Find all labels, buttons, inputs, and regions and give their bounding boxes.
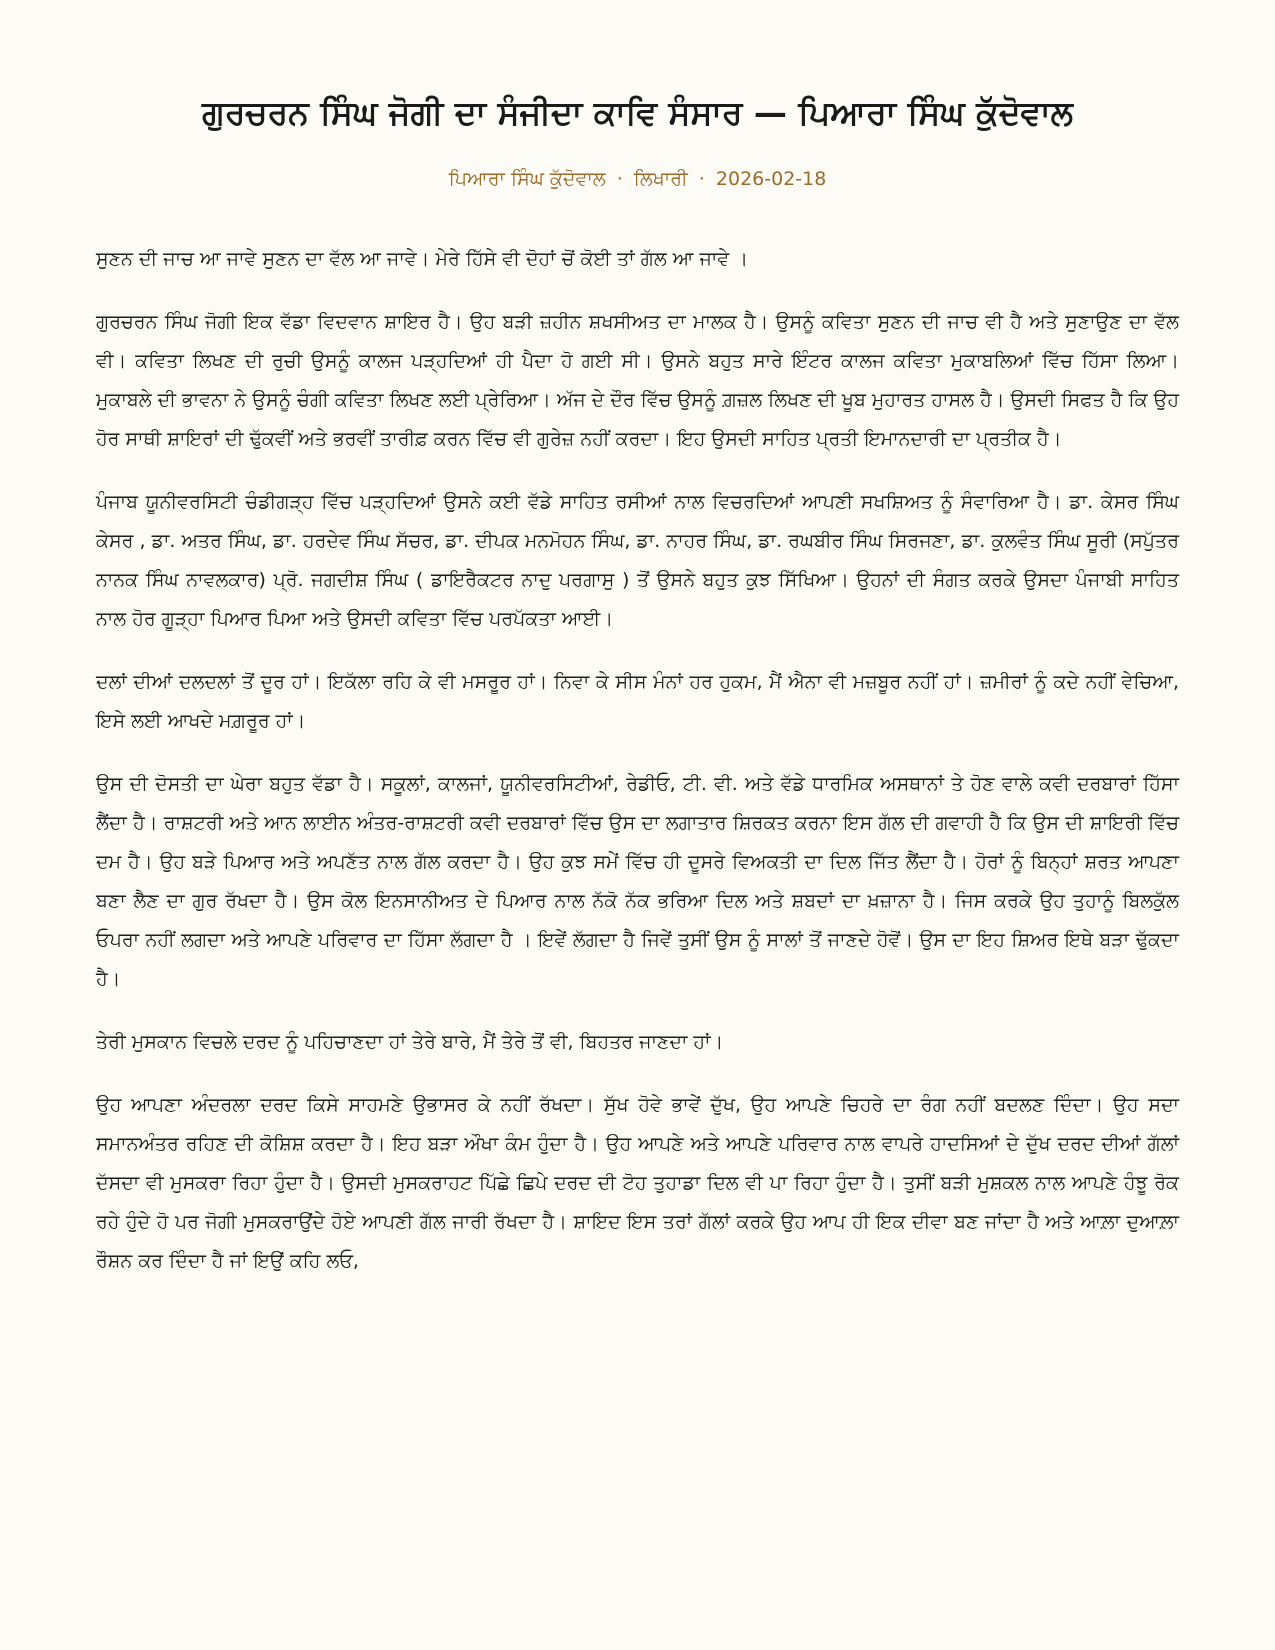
- author-role: ਲਿਖਾਰੀ: [633, 168, 688, 190]
- byline-separator: ·: [616, 168, 623, 190]
- paragraph: ਉਹ ਆਪਣਾ ਅੰਦਰਲਾ ਦਰਦ ਕਿਸੇ ਸਾਹਮਣੇ ਉਭਾਸਰ ਕੇ ਨਹੀਂ ਰੱਖਦਾ। ਸੁੱਖ ਹੋਵੇ ਭਾਵੇਂ ਦੁੱਖ, ਉਹ ਆਪਣੇ ਚਿਹਰੇ ਦਾ ਰੰਗ ਨਹੀਂ ਬਦਲਣ ਦਿੰਦਾ। ਉਹ ਸਦਾ ਸਮਾਨਅੰਤਰ ਰਹਿਣ ਦੀ ਕੋਸ਼ਿਸ਼ ਕਰਦਾ ਹੈ। ਇਹ ਬੜਾ ਔਖਾ ਕੰਮ ਹੁੰਦਾ ਹੈ। ਉਹ ਆਪਣੇ ਅਤੇ ਆਪਣੇ ਪਰਿਵਾਰ ਨਾਲ ਵਾਪਰੇ ਹਾਦਸਿਆਂ ਦੇ ਦੁੱਖ ਦਰਦ ਦੀਆਂ ਗੱਲਾਂ ਦੱਸਦਾ ਵੀ ਮੁਸਕਰਾ ਰਿਹਾ ਹੁੰਦਾ ਹੈ। ਉਸਦੀ ਮੁਸਕਰਾਹਟ ਪਿੱਛੇ ਛਿਪੇ ਦਰਦ ਦੀ ਟੋਹ ਤੁਹਾਡਾ ਦਿਲ ਵੀ ਪਾ ਰਿਹਾ ਹੁੰਦਾ ਹੈ। ਤੁਸੀਂ ਬੜੀ ਮੁਸ਼ਕਲ ਨਾਲ ਆਪਣੇ ਹੰਝੂ ਰੋਕ ਰਹੇ ਹੁੰਦੇ ਹੋ ਪਰ ਜੋਗੀ ਮੁਸਕਰਾਉਂਦੇ ਹੋਏ ਆਪਣੀ ਗੱਲ ਜਾਰੀ ਰੱਖਦਾ ਹੈ। ਸ਼ਾਇਦ ਇਸ ਤਰਾਂ ਗੱਲਾਂ ਕਰਕੇ ਉਹ ਆਪ ਹੀ ਇਕ ਦੀਵਾ ਬਣ ਜਾਂਦਾ ਹੈ ਅਤੇ ਆਲ਼ਾ ਦੁਆਲ਼ਾ ਰੌਸ਼ਨ ਕਰ ਦਿੰਦਾ ਹੈ ਜਾਂ ਇਉਂ ਕਹਿ ਲਓ,: [96, 1094, 1179, 1272]
- article-byline: [96, 166, 1179, 192]
- paragraph: ਉਸ ਦੀ ਦੋਸਤੀ ਦਾ ਘੇਰਾ ਬਹੁਤ ਵੱਡਾ ਹੈ। ਸਕੂਲਾਂ, ਕਾਲਜਾਂ, ਯੂਨੀਵਰਸਿਟੀਆਂ, ਰੇਡੀਓ, ਟੀ. ਵੀ. ਅਤੇ ਵੱਡੇ ਧਾਰਮਿਕ ਅਸਥਾਨਾਂ ਤੇ ਹੋਣ ਵਾਲੇ ਕਵੀ ਦਰਬਾਰਾਂ ਹਿੱਸਾ ਲੈਂਦਾ ਹੈ। ਰਾਸ਼ਟਰੀ ਅਤੇ ਆਨ ਲਾਈਨ ਅੰਤਰ-ਰਾਸ਼ਟਰੀ ਕਵੀ ਦਰਬਾਰਾਂ ਵਿੱਚ ਉਸ ਦਾ ਲਗਾਤਾਰ ਸ਼ਿਰਕਤ ਕਰਨਾ ਇਸ ਗੱਲ ਦੀ ਗਵਾਹੀ ਹੈ ਕਿ ਉਸ ਦੀ ਸ਼ਾਇਰੀ ਵਿੱਚ ਦਮ ਹੈ। ਉਹ ਬੜੇ ਪਿਆਰ ਅਤੇ ਅਪਣੱਤ ਨਾਲ ਗੱਲ ਕਰਦਾ ਹੈ। ਉਹ ਕੁਝ ਸਮੇਂ ਵਿੱਚ ਹੀ ਦੂਸਰੇ ਵਿਅਕਤੀ ਦਾ ਦਿਲ ਜਿੱਤ ਲੈਂਦਾ ਹੈ। ਹੋਰਾਂ ਨੂੰ ਬਿਨ੍ਹਾਂ ਸ਼ਰਤ ਆਪਣਾ ਬਣਾ ਲੈਣ ਦਾ ਗੁਰ ਰੱਖਦਾ ਹੈ। ਉਸ ਕੋਲ ਇਨਸਾਨੀਅਤ ਦੇ ਪਿਆਰ ਨਾਲ ਨੱਕੋ ਨੱਕ ਭਰਿਆ ਦਿਲ ਅਤੇ ਸ਼ਬਦਾਂ ਦਾ ਖ਼ਜ਼ਾਨਾ ਹੈ। ਜਿਸ ਕਰਕੇ ਉਹ ਤੁਹਾਨੂੰ ਬਿਲਕੁੱਲ ਓਪਰਾ ਨਹੀਂ ਲਗਦਾ ਅਤੇ ਆਪਣੇ ਪਰਿਵਾਰ ਦਾ ਹਿੱਸਾ ਲੱਗਦਾ ਹੈ । ਇਵੇਂ ਲੱਗਦਾ ਹੈ ਜਿਵੇਂ ਤੁਸੀਂ ਉਸ ਨੂੰ ਸਾਲਾਂ ਤੋਂ ਜਾਣਦੇ ਹੋਵੋਂ। ਉਸ ਦਾ ਇਹ ਸ਼ਿਅਰ ਇਥੇ ਬੜਾ ਢੁੱਕਦਾ ਹੈ।: [96, 773, 1179, 990]
- paragraph: ਗੁਰਚਰਨ ਸਿੰਘ ਜੋਗੀ ਇਕ ਵੱਡਾ ਵਿਦਵਾਨ ਸ਼ਾਇਰ ਹੈ। ਉਹ ਬੜੀ ਜ਼ਹੀਨ ਸ਼ਖਸੀਅਤ ਦਾ ਮਾਲਕ ਹੈ। ਉਸਨੂੰ ਕਵਿਤਾ ਸੁਣਨ ਦੀ ਜਾਚ ਵੀ ਹੈ ਅਤੇ ਸੁਣਾਉਣ ਦਾ ਵੱਲ ਵੀ। ਕਵਿਤਾ ਲਿਖਣ ਦੀ ਰੁਚੀ ਉਸਨੂੰ ਕਾਲਜ ਪੜ੍ਹਦਿਆਂ ਹੀ ਪੈਦਾ ਹੋ ਗਈ ਸੀ। ਉਸਨੇ ਬਹੁਤ ਸਾਰੇ ਇੰਟਰ ਕਾਲਜ ਕਵਿਤਾ ਮੁਕਾਬਲਿਆਂ ਵਿੱਚ ਹਿੱਸਾ ਲਿਆ। ਮੁਕਾਬਲੇ ਦੀ ਭਾਵਨਾ ਨੇ ਉਸਨੂੰ ਚੰਗੀ ਕਵਿਤਾ ਲਿਖਣ ਲਈ ਪ੍ਰੇਰਿਆ। ਅੱਜ ਦੇ ਦੌਰ ਵਿੱਚ ਉਸਨੂੰ ਗ਼ਜ਼ਲ ਲਿਖਣ ਦੀ ਖੂਬ ਮੁਹਾਰਤ ਹਾਸਲ ਹੈ। ਉਸਦੀ ਸਿਫਤ ਹੈ ਕਿ ਉਹ ਹੋਰ ਸਾਥੀ ਸ਼ਾਇਰਾਂ ਦੀ ਢੁੱਕਵੀਂ ਅਤੇ ਭਰਵੀਂ ਤਾਰੀਫ਼ ਕਰਨ ਵਿੱਚ ਵੀ ਗੁਰੇਜ਼ ਨਹੀਂ ਕਰਦਾ। ਇਹ ਉਸਦੀ ਸਾਹਿਤ ਪ੍ਰਤੀ ਇਮਾਨਦਾਰੀ ਦਾ ਪ੍ਰਤੀਕ ਹੈ।: [96, 311, 1179, 450]
- paragraph-verse: ਦਲਾਂ ਦੀਆਂ ਦਲਦਲਾਂ ਤੋਂ ਦੂਰ ਹਾਂ। ਇਕੱਲਾ ਰਹਿ ਕੇ ਵੀ ਮਸਰੂਰ ਹਾਂ। ਨਿਵਾ ਕੇ ਸੀਸ ਮੰਨਾਂ ਹਰ ਹੁਕਮ, ਮੈਂ ਐਨਾ ਵੀ ਮਜ਼ਬੂਰ ਨਹੀਂ ਹਾਂ। ਜ਼ਮੀਰਾਂ ਨੂੰ ਕਦੇ ਨਹੀਂ ਵੇਚਿਆ, ਇਸੇ ਲਈ ਆਖਦੇ ਮਗ਼ਰੂਰ ਹਾਂ।: [96, 671, 1179, 732]
- author-name[interactable]: ਪਿਆਰਾ ਸਿੰਘ ਕੁੱਦੋਵਾਲ: [448, 168, 606, 190]
- paragraph-verse: ਤੇਰੀ ਮੁਸਕਾਨ ਵਿਚਲੇ ਦਰਦ ਨੂੰ ਪਹਿਚਾਣਦਾ ਹਾਂ ਤੇਰੇ ਬਾਰੇ, ਮੈਂ ਤੇਰੇ ਤੋਂ ਵੀ, ਬਿਹਤਰ ਜਾਣਦਾ ਹਾਂ।: [96, 1031, 724, 1053]
- byline-separator: ·: [698, 168, 705, 190]
- paragraph: ਪੰਜਾਬ ਯੂਨੀਵਰਸਿਟੀ ਚੰਡੀਗੜ੍ਹ ਵਿੱਚ ਪੜ੍ਹਦਿਆਂ ਉਸਨੇ ਕਈ ਵੱਡੇ ਸਾਹਿਤ ਰਸੀਆਂ ਨਾਲ ਵਿਚਰਦਿਆਂ ਆਪਣੀ ਸਖਸ਼ਿਅਤ ਨੂੰ ਸੰਵਾਰਿਆ ਹੈ। ਡਾ. ਕੇਸਰ ਸਿੰਘ ਕੇਸਰ , ਡਾ. ਅਤਰ ਸਿੰਘ, ਡਾ. ਹਰਦੇਵ ਸਿੰਘ ਸੱਚਰ, ਡਾ. ਦੀਪਕ ਮਨਮੋਹਨ ਸਿੰਘ, ਡਾ. ਨਾਹਰ ਸਿੰਘ, ਡਾ. ਰਘਬੀਰ ਸਿੰਘ ਸਿਰਜਣਾ, ਡਾ. ਕੁਲਵੰਤ ਸਿੰਘ ਸੂਰੀ (ਸਪੁੱਤਰ ਨਾਨਕ ਸਿੰਘ ਨਾਵਲਕਾਰ) ਪ੍ਰੋ. ਜਗਦੀਸ਼ ਸਿੰਘ ( ਡਾਇਰੈਕਟਰ ਨਾਦੁ ਪਰਗਾਸੁ ) ਤੋਂ ਉਸਨੇ ਬਹੁਤ ਕੁਝ ਸਿੱਖਿਆ। ਉਹਨਾਂ ਦੀ ਸੰਗਤ ਕਰਕੇ ਉਸਦਾ ਪੰਜਾਬੀ ਸਾਹਿਤ ਨਾਲ ਹੋਰ ਗੂੜ੍ਹਾ ਪਿਆਰ ਪਿਆ ਅਤੇ ਉਸਦੀ ਕਵਿਤਾ ਵਿੱਚ ਪਰਪੱਕਤਾ ਆਈ।: [96, 491, 1179, 630]
- paragraph-couplet-intro: ਸੁਣਨ ਦੀ ਜਾਚ ਆ ਜਾਵੇ ਸੁਣਨ ਦਾ ਵੱਲ ਆ ਜਾਵੇ। ਮੇਰੇ ਹਿੱਸੇ ਵੀ ਦੋਹਾਂ ਚੋਂ ਕੋਈ ਤਾਂ ਗੱਲ ਆ ਜਾਵੇ ।: [96, 248, 749, 270]
- article-title: ਗੁਰਚਰਨ ਸਿੰਘ ਜੋਗੀ ਦਾ ਸੰਜੀਦਾ ਕਾਵਿ ਸੰਸਾਰ — ਪਿਆਰਾ ਸਿੰਘ ਕੁੱਦੋਵਾਲ: [202, 93, 1073, 132]
- article-body: [96, 240, 1179, 1281]
- publish-date: 2026-02-18: [715, 168, 827, 190]
